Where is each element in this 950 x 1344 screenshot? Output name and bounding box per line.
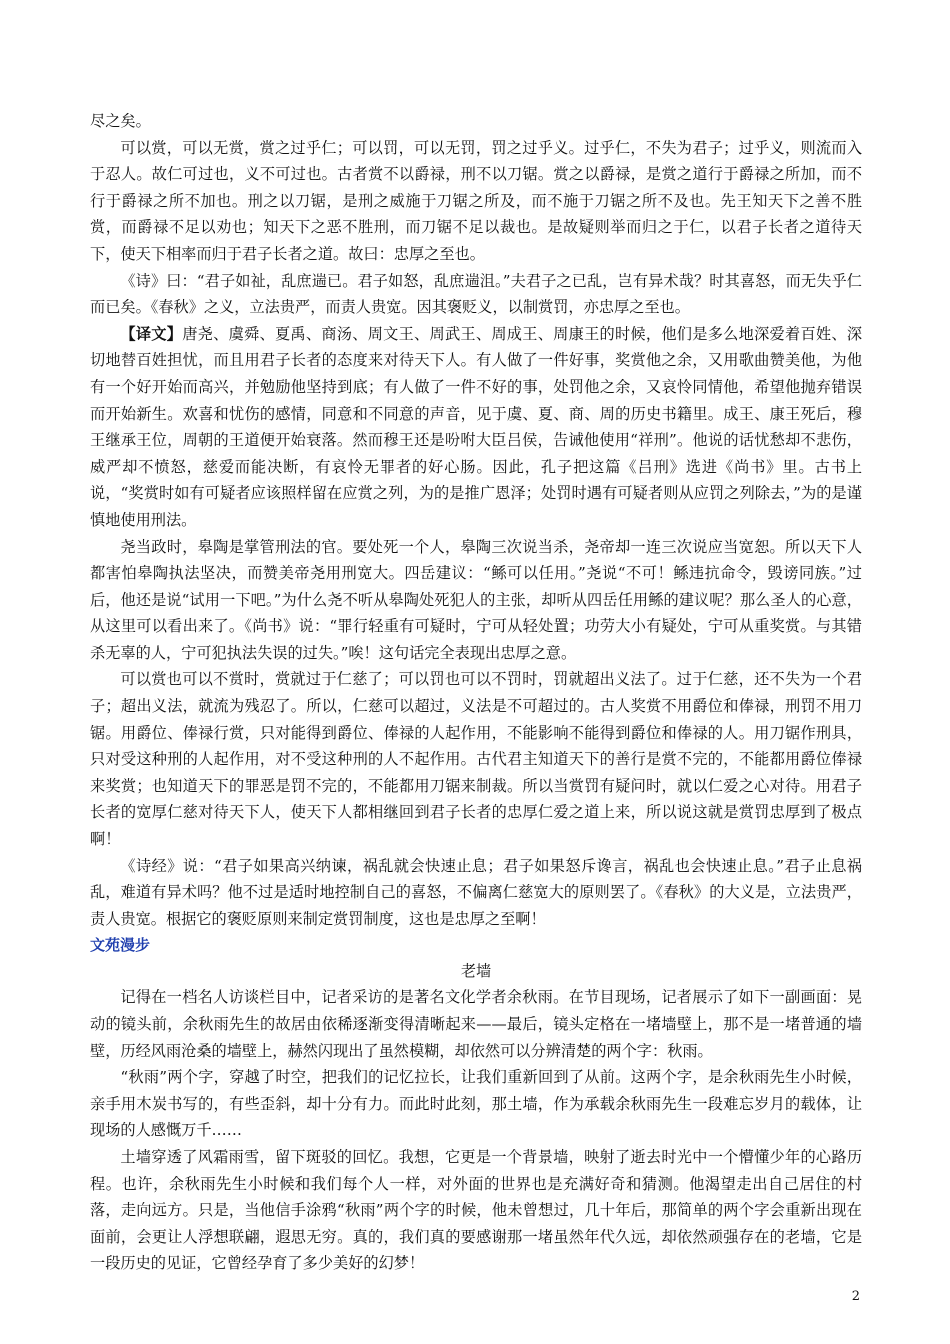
document-body — [90, 108, 862, 1277]
paragraph-continuation: 尽之矣。 — [90, 112, 151, 130]
essay-paragraph-3: 土墙穿透了风霜雨雪，留下斑驳的回忆。我想，它更是一个背景墙，映射了逝去时光中一个懵懂少年的心路历程。也许，余秋雨先生小时候和我们每个人一样，对外面的世界也是充满好奇和猜测。他渴望走出自己居住的村落，走向远方。只是，当他信手涂鸦“秋雨”两个字的时候，他未曾想过，几十年后，那简单的两个字会重新出现在面前，会更让人浮想联翩，遐思无穷。真的，我们真的要感谢那一堵虽然年代久远，却依然顽强存在的老墙，它是一段历史的见证，它曾经孕育了多少美好的幻梦！ — [90, 1147, 862, 1273]
essay-title: 老墙 — [460, 962, 492, 981]
section-heading: 文苑漫步 — [90, 936, 151, 955]
paragraph-translation-4: 《诗经》说：“君子如果高兴纳谏，祸乱就会快速止息；君子如果怒斥谗言，祸乱也会快速止息。”君子止息祸乱，难道有异术吗？他不过是适时地控制自己的喜怒，不偏离仁慈宽大的原则罢了。《春秋》的大义是，立法贵严，责人贵宽。根据它的褒贬原则来制定赏罚制度，这也是忠厚之至啊！ — [90, 856, 862, 928]
paragraph-classical-1: 可以赏，可以无赏，赏之过乎仁；可以罚，可以无罚，罚之过乎义。过乎仁，不失为君子；过乎义，则流而入于忍人。故仁可过也，义不可过也。古者赏不以爵禄，刑不以刀锯。赏之以爵禄，是赏之道行于爵禄之所加，而不行于爵禄之所不加也。刑之以刀锯，是刑之威施于刀锯之所及，而不施于刀锯之所不及也。先王知天下之善不胜赏，而爵禄不足以劝也；知天下之恶不胜刑，而刀锯不足以裁也。是故疑则举而归之于仁，以君子长者之道待天下，使天下相率而归于君子长者之道。故曰：忠厚之至也。 — [90, 138, 862, 263]
translation-text: 唐尧、虞舜、夏禹、商汤、周文王、周武王、周成王、周康王的时候，他们是多么地深爱着百姓、深切地替百姓担忧，而且用君子长者的态度来对待天下人。有人做了一件好事，奖赏他之余，又用歌曲赞美他，为他有一个好开始而高兴，并勉励他坚持到底；有人做了一件不好的事，处罚他之余，又哀怜同情他，希望他抛弃错误而开始新生。欢喜和忧伤的感情，同意和不同意的声音，见于虞、夏、商、周的历史书籍里。成王、康王死后，穆王继承王位，周朝的王道便开始衰落。然而穆王还是吩咐大臣吕侯，告诫他使用“祥刑”。他说的话忧愁却不悲伤，威严却不愤怒，慈爱而能决断，有哀怜无罪者的好心肠。因此，孔子把这篇《吕刑》选进《尚书》里。古书上说，“奖赏时如有可疑者应该照样留在应赏之列，为的是推广恩泽；处罚时遇有可疑者则从应罚之列除去，”为的是谨慎地使用刑法。 — [90, 324, 863, 529]
page-number: 2 — [851, 1289, 860, 1304]
essay-paragraph-1: 记得在一档名人访谈栏目中，记者采访的是著名文化学者余秋雨。在节目现场，记者展示了如下一副画面：晃动的镜头前，余秋雨先生的故居由依稀逐渐变得清晰起来——最后，镜头定格在一堵墙壁上，那不是一堵普通的墙壁，历经风雨沧桑的墙壁上，赫然闪现出了虽然模糊，却依然可以分辨清楚的两个字：秋雨。 — [90, 988, 862, 1060]
paragraph-translation-3: 可以赏也可以不赏时，赏就过于仁慈了；可以罚也可以不罚时，罚就超出义法了。过于仁慈，还不失为一个君子；超出义法，就流为残忍了。所以，仁慈可以超过，义法是不可超过的。古人奖赏不用爵位和俸禄，刑罚不用刀锯。用爵位、俸禄行赏，只对能得到爵位、俸禄的人起作用，不能影响不能得到爵位和俸禄的人。用刀锯作刑具，只对受这种刑的人起作用，对不受这种刑的人不起作用。古代君主知道天下的善行是赏不完的，不能都用爵位俸禄来奖赏；也知道天下的罪恶是罚不完的，不能都用刀锯来制裁。所以当赏罚有疑问时，就以仁爱之心对待。用君子长者的宽厚仁慈对待天下人，使天下人都相继回到君子长者的忠厚仁爱之道上来，所以说这就是赏罚忠厚到了极点啊！ — [90, 670, 862, 849]
paragraph-translation-intro — [90, 321, 862, 534]
paragraph-translation-2: 尧当政时，皋陶是掌管刑法的官。要处死一个人，皋陶三次说当杀，尧帝却一连三次说应当宽恕。所以天下人都害怕皋陶执法坚决，而赞美帝尧用刑宽大。四岳建议：“鲧可以任用。”尧说“不可！鲧违抗命令，毁谤同族。”过后，他还是说“试用一下吧。”为什么尧不听从皋陶处死犯人的主张，却听从四岳任用鲧的建议呢？那么圣人的心意，从这里可以看出来了。《尚书》说：“罪行轻重有可疑时，宁可从轻处置；功劳大小有疑处，宁可从重奖赏。与其错杀无辜的人，宁可犯执法失误的过失。”唉！这句话完全表现出忠厚之意。 — [90, 537, 862, 662]
paragraph-classical-2: 《诗》曰：“君子如祉，乱庶遄已。君子如怒，乱庶遄沮。”夫君子之已乱，岂有异术哉？时其喜怒，而无失乎仁而已矣。《春秋》之义，立法贵严，而责人贵宽。因其褒贬义，以制赏罚，亦忠厚之至也。 — [90, 271, 862, 317]
essay-paragraph-2: “秋雨”两个字，穿越了时空，把我们的记忆拉长，让我们重新回到了从前。这两个字，是余秋雨先生小时候，亲手用木炭书写的，有些歪斜，却十分有力。而此时此刻，那土墙，作为承载余秋雨先生一段难忘岁月的载体，让现场的人感慨万千…… — [90, 1068, 862, 1140]
translation-label: 【译文】 — [120, 324, 183, 343]
